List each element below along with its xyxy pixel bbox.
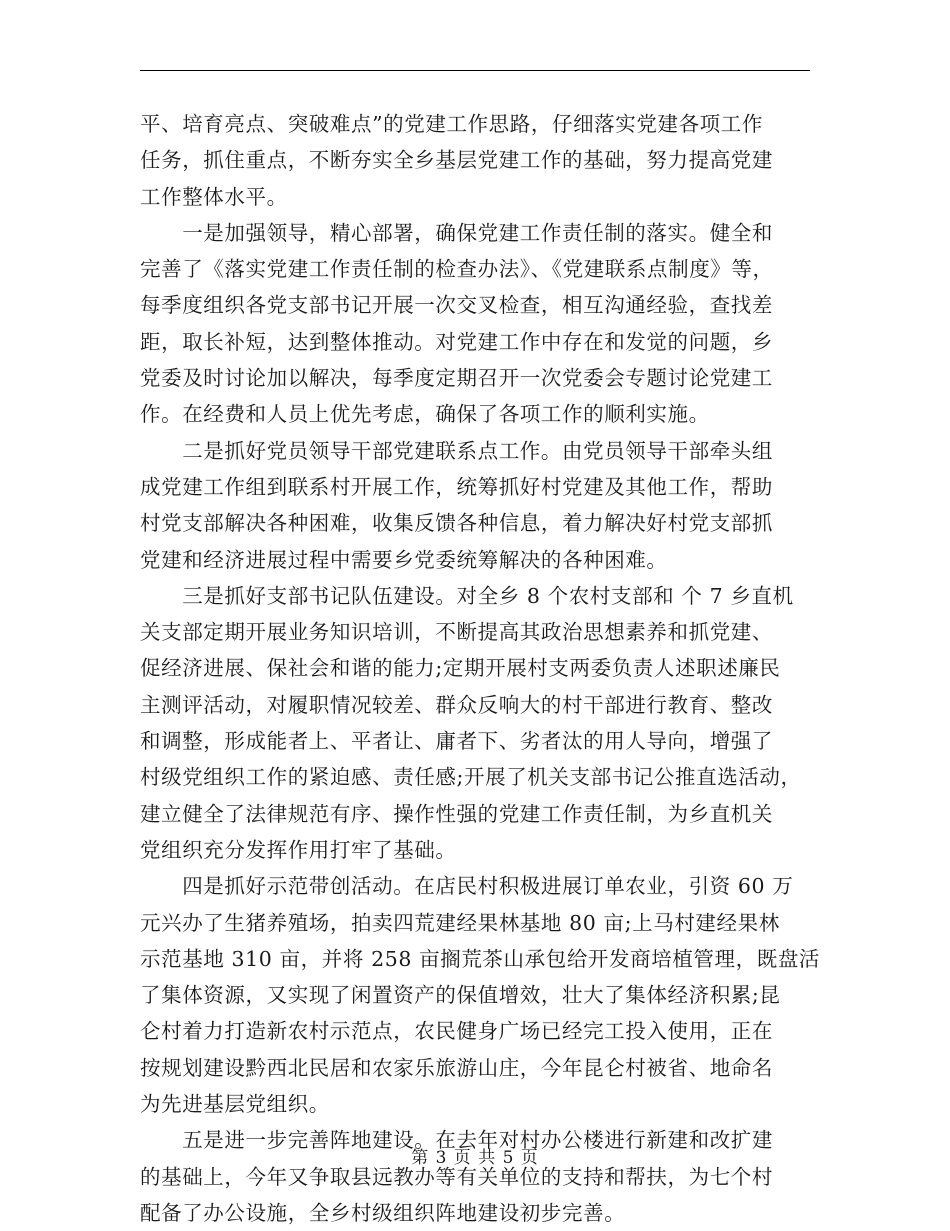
text-line: 二是抓好党员领导干部党建联系点工作。由党员领导干部牵头组 <box>140 438 773 463</box>
text-line: 完善了《落实党建工作责任制的检查办法》、《党建联系点制度》等， <box>140 257 774 282</box>
text-line: 和调整，形成能者上、平者让、庸者下、劣者汰的用人导向，增强了 <box>140 729 773 754</box>
text-line: 仑村着力打造新农村示范点，农民健身广场已经完工投入使用，正在 <box>140 1019 773 1044</box>
page-number: 第 3 页 共 5 页 <box>411 1148 539 1168</box>
text-line: 四是抓好示范带创活动。在店民村积极进展订单农业，引资 60 万 <box>140 874 794 899</box>
text-line: 元兴办了生猪养殖场，拍卖四荒建经果林基地 80 亩;上马村建经果林 <box>140 910 780 935</box>
text-line: 五是进一步完善阵地建设。在去年对村办公楼进行新建和改扩建 <box>140 1128 773 1153</box>
text-line: 距，取长补短，达到整体推动。对党建工作中存在和发觉的问题，乡 <box>140 329 773 354</box>
text-line: 党组织充分发挥作用打牢了基础。 <box>140 837 457 862</box>
document-body <box>140 106 821 1231</box>
text-line: 关支部定期开展业务知识培训，不断提高其政治思想素养和抓党建、 <box>140 620 773 645</box>
text-line: 建立健全了法律规范有序、操作性强的党建工作责任制，为乡直机关 <box>140 801 773 826</box>
text-line: 每季度组织各党支部书记开展一次交叉检查，相互沟通经验，查找差 <box>140 293 773 318</box>
text-line: 示范基地 310 亩，并将 258 亩搁荒茶山承包给开发商培植管理，既盘活 <box>140 946 821 971</box>
text-line: 配备了办公设施，全乡村级组织阵地建设初步完善。 <box>140 1200 626 1225</box>
text-line: 工作整体水平。 <box>140 184 288 209</box>
text-line: 主测评活动，对履职情况较差、群众反响大的村干部进行教育、整改 <box>140 692 773 717</box>
text-line: 村级党组织工作的紧迫感、责任感;开展了机关支部书记公推直选活动， <box>140 765 802 790</box>
text-line: 平、培育亮点、突破难点”的党建工作思路，仔细落实党建各项工作 <box>140 112 763 136</box>
text-line: 村党支部解决各种困难，收集反馈各种信息，着力解决好村党支部抓 <box>140 511 773 536</box>
text-line: 作。在经费和人员上优先考虑，确保了各项工作的顺利实施。 <box>140 402 710 427</box>
header-rule <box>140 70 810 71</box>
text-line: 成党建工作组到联系村开展工作，统筹抓好村党建及其他工作，帮助 <box>140 474 773 499</box>
text-line: 为先进基层党组织。 <box>140 1092 330 1117</box>
text-line: 了集体资源，又实现了闲置资产的保值增效，壮大了集体经济积累;昆 <box>140 983 781 1008</box>
text-line: 按规划建设黔西北民居和农家乐旅游山庄，今年昆仑村被省、地命名 <box>140 1055 773 1080</box>
text-line: 党建和经济进展过程中需要乡党委统筹解决的各种困难。 <box>140 547 668 572</box>
text-line: 三是抓好支部书记队伍建设。对全乡 8 个农村支部和 个 7 乡直机 <box>140 583 794 608</box>
text-line: 党委及时讨论加以解决，每季度定期召开一次党委会专题讨论党建工 <box>140 366 773 391</box>
text-line: 一是加强领导，精心部署，确保党建工作责任制的落实。健全和 <box>140 220 773 245</box>
text-line: 的基础上，今年又争取县远教办等有关单位的支持和帮扶，为七个村 <box>140 1164 773 1189</box>
text-line: 任务，抓住重点，不断夯实全乡基层党建工作的基础，努力提高党建 <box>140 148 773 173</box>
text-line: 促经济进展、保社会和谐的能力;定期开展村支两委负责人述职述廉民 <box>140 656 781 681</box>
